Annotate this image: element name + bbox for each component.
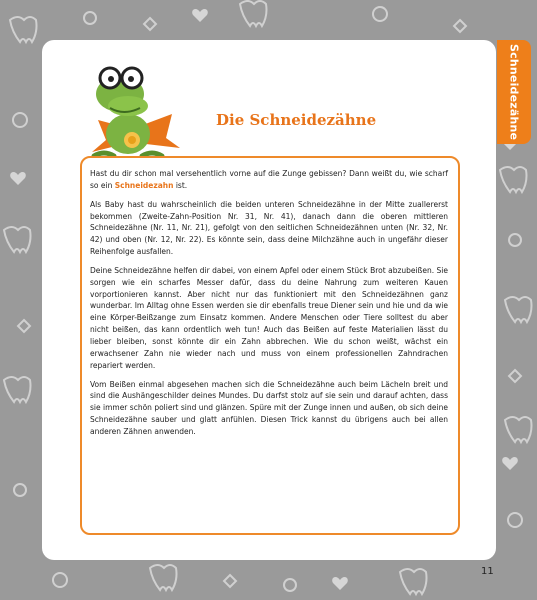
chapter-tab <box>497 40 531 144</box>
chapter-tab-label: Schneidezähne <box>507 43 521 141</box>
highlight-term: Schneidezahn <box>114 180 174 190</box>
page-title: Die Schneidezähne <box>216 111 377 129</box>
paragraph-baby-teeth: Als Baby hast du wahrscheinlich die beiden unteren Schneidezähne in der Mitte zuallererst bekommen (Zweite-Zahn-Position Nr. 31, Nr. 41), danach dann die oberen mittleren Schneidezähne (Nr. 11, Nr. 21), gefolgt von den seitlichen Schneidezähnen unten (Nr. 32, Nr. 42) und oben (Nr. 12, Nr. 22). Es könnte sein, dass deine Milchzähne auch in ungefähr dieser Reihenfolge ausfallen. <box>90 199 448 257</box>
dragon-mascot-illustration <box>80 56 190 164</box>
paragraph-intro-end: ist. <box>173 180 188 190</box>
paragraph-smile: Vom Beißen einmal abgesehen machen sich die Schneidezähne auch beim Lächeln breit und sind die Aushängeschilder deines Mundes. Du darfst stolz auf sie sein und darauf achten, dass sie immer schön poliert sind und glänzen. Spüre mit der Zunge innen und außen, ob sich deine Schneidezähne sauber und glatt anfühlen. Diesen Trick kannst du übrigens auch bei allen anderen Zähnen anwenden. <box>90 379 448 436</box>
content-box <box>80 156 460 535</box>
paragraph-intro <box>90 168 448 192</box>
paragraph-intro-text: Hast du dir schon mal versehentlich vorne auf die Zunge gebissen? Dann weißt du, wie scharf so ein <box>90 169 448 190</box>
paragraph-biting: Deine Schneidezähne helfen dir dabei, von einem Apfel oder einem Stück Brot abzubeißen. Sie sorgen wie ein scharfes Messer dafür, dass du deine Nahrung zum weiteren Kauen vorportionieren kannst. Aber nicht nur das funktioniert mit den Schneidezähnen ganz wunderbar. Im Alltag ohne Essen werden sie dir ebenfalls treue Diener sein und hie und da wie eine Körper-Beißzange zum Einsatz kommen. Andere Menschen oder Tiere solltest du aber nicht beißen, das kann ordentlich weh tun! Auch das Beißen auf feste Materialien lässt du lieber bleiben, sonst könnte dir ein Zahn abbrechen. Wie du schon weißt, wächst ein erwachsener Zahn nie wieder nach und muss von einem professionellen Zahndrachen repariert werden. <box>90 265 448 370</box>
page-number: 11 <box>481 566 494 577</box>
